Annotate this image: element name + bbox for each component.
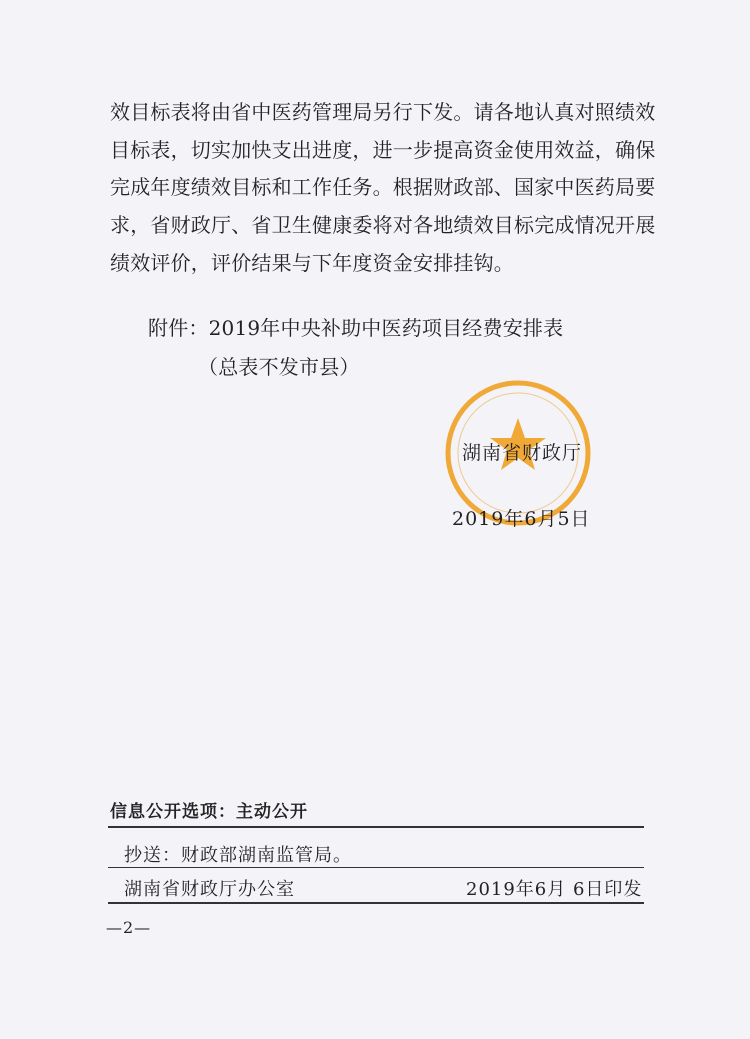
attachment-note: （总表不发市县） [198, 355, 360, 379]
divider [108, 902, 644, 904]
cc-line: 抄送：财政部湖南监管局。 [124, 845, 352, 866]
body-line: 绩效评价，评价结果与下年度资金安排挂钩。 [110, 251, 514, 275]
page-number: —2— [106, 918, 152, 937]
attachment-line: 附件：2019年中央补助中医药项目经费安排表 [148, 316, 564, 340]
issuer: 湖南省财政厅办公室 [124, 879, 295, 900]
disclosure-option: 信息公开选项：主动公开 [110, 802, 308, 822]
signature-date: 2019年6月5日 [452, 508, 591, 530]
body-line: 目标表，切实加快支出进度，进一步提高资金使用效益，确保 [110, 138, 656, 162]
body-line: 求，省财政厅、省卫生健康委将对各地绩效目标完成情况开展 [110, 213, 656, 237]
print-date: 2019年6月 6日印发 [466, 879, 643, 900]
divider [108, 826, 644, 828]
signature-org: 湖南省财政厅 [462, 442, 583, 464]
body-line: 效目标表将由省中医药管理局另行下发。请各地认真对照绩效 [110, 100, 656, 124]
body-line: 完成年度绩效目标和工作任务。根据财政部、国家中医药局要 [110, 175, 656, 199]
divider [108, 867, 644, 868]
